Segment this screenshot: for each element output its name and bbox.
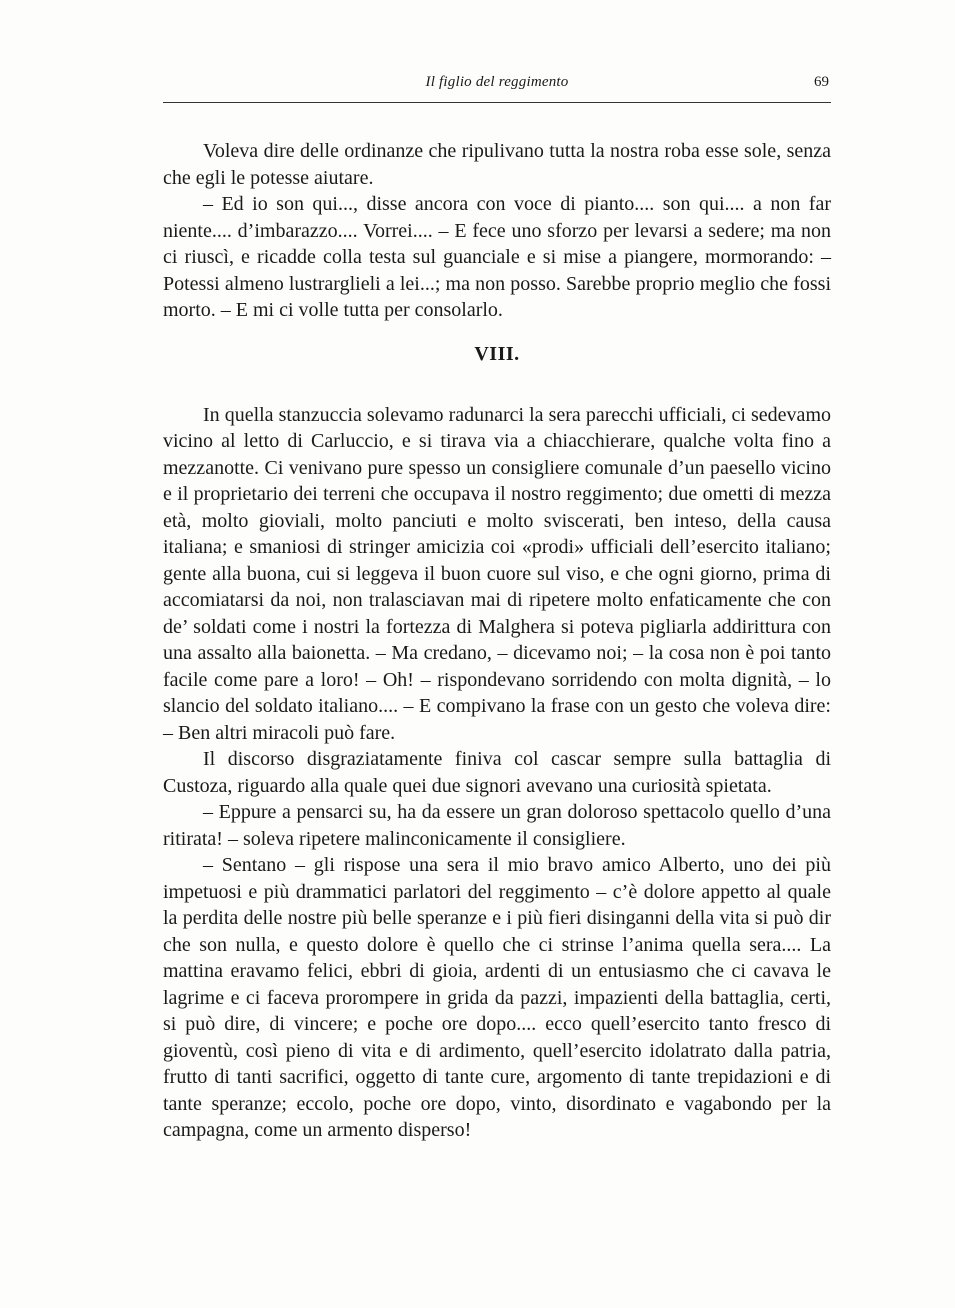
running-title: Il figlio del reggimento [425, 74, 569, 90]
paragraph: – Ed io son qui..., disse ancora con voce di pianto.... son qui.... a non far niente.... d’imbarazzo.... Vorrei.... – E fece uno sforzo per levarsi a sedere; ma non ci riuscì, e ricadde colla testa sul guanciale e si mise a piangere, mormorando: – Potessi almeno lustrarglieli a lei...; ma non posso. Sarebbe proprio meglio che fossi morto. – E mi ci volle tutta per consolarlo. [163, 193, 831, 321]
paragraph: In quella stanzuccia solevamo radunarci la sera parecchi ufficiali, ci sedevamo vicino al letto di Carluccio, e si tirava via a chiacchierare, qualche volta fino a mezzanotte. Ci venivano pure spesso un consigliere comunale d’un paesello vicino e il proprietario dei terreni che occupava il nostro reggimento; due ometti di mezza età, molto gioviali, molto panciuti e molto sviscerati, ben inteso, della causa italiana; e smaniosi di stringer amicizia coi «prodi» ufficiali dell’esercito italiano; gente alla buona, cui si leggeva il buon cuore sul viso, e che ogni giorno, prima di accomiatarsi da noi, non tralasciavan mai di ripetere molto enfaticamente che con de’ soldati come i nostri la fortezza di Malghera si poteva pigliarla addirittura con una assalto alla baionetta. – Ma credano, – dicevamo noi; – la cosa non è poi tanto facile come pare a loro! – Oh! – rispondevano sorridendo con molta dignità, – lo slancio del soldato italiano.... – E compivano la frase con un gesto che voleva dire: – Ben altri miracoli può fare. [163, 403, 831, 744]
paragraph: – Sentano – gli rispose una sera il mio bravo amico Alberto, uno dei più impetuosi e più drammatici parlatori del reggimento – c’è dolore appetto al quale la perdita delle nostre più belle speranze e i più fieri disinganni della vita si può dir che son nulla, e questo dolore è quello che ci strinse l’anima quella sera.... La mattina eravamo felici, ebbri di gioia, ardenti di un entusiasmo che ci cavava le lagrime e ci faceva prorompere in grida da pazzi, impazienti della battaglia, certi, si può dire, di vincere; e poche ore dopo.... ecco quell’esercito tanto fresco di gioventù, così pieno di vita e di ardimento, quell’esercito idolatrato dalla patria, frutto di tanti sacrifici, oggetto di tante cure, argomento di tante trepidazioni e di tante speranze; eccolo, poche ore dopo, vinto, disordinato e vagabondo per la campagna, come un armento disperso! [163, 854, 831, 1141]
section-heading: VIII. [474, 342, 520, 365]
paragraph: Voleva dire delle ordinanze che ripulivano tutta la nostra roba esse sole, senza che egli le potesse aiutare. [163, 140, 831, 189]
paragraph: – Eppure a pensarci su, ha da essere un gran doloroso spettacolo quello d’una ritirata! – soleva ripetere malinconicamente il consigliere. [163, 801, 831, 850]
running-header [163, 72, 831, 103]
paragraph: Il discorso disgraziatamente finiva col cascar sempre sulla battaglia di Custoza, riguardo alla quale quei due signori avevano una curiosità spietata. [163, 748, 831, 797]
page-number: 69 [814, 74, 829, 90]
body-text [163, 138, 831, 1144]
